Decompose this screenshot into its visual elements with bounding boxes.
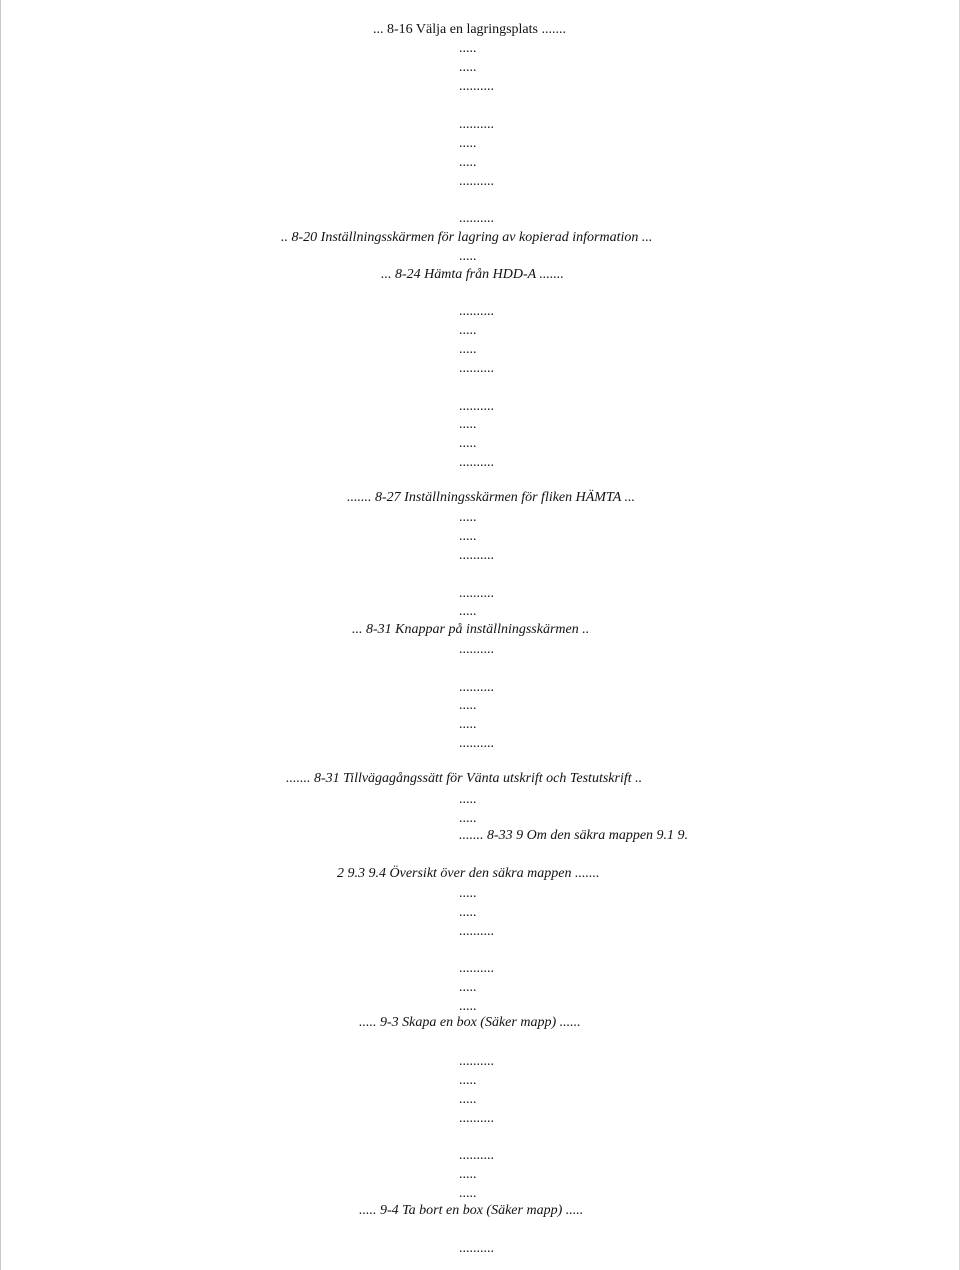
toc-entry-8-20: .. 8-20 Inställningsskärmen för lagring av kopierad information ... [281, 230, 653, 245]
page-left-border [0, 0, 1, 1270]
toc-leader-line: ..... [459, 980, 477, 995]
toc-entry-9-4-ta-bort: ..... 9-4 Ta bort en box (Säker mapp) ..... [359, 1203, 584, 1218]
toc-leader-line: .......... [459, 586, 494, 601]
toc-leader-line: ..... [459, 999, 477, 1014]
toc-leader-line: ..... [459, 1186, 477, 1201]
toc-leader-line: ..... [459, 436, 477, 451]
toc-leader-line: ..... [459, 417, 477, 432]
toc-leader-line: .......... [459, 211, 494, 226]
toc-leader-line: ..... [459, 698, 477, 713]
toc-leader-line: .......... [459, 1054, 494, 1069]
toc-leader-line: .......... [459, 399, 494, 414]
toc-leader-line: .......... [459, 304, 494, 319]
toc-leader-line: ..... [459, 792, 477, 807]
toc-entry-8-31-tillvagagangssatt: ....... 8-31 Tillvägagångssätt för Vänta utskrift och Testutskrift .. [286, 771, 643, 786]
toc-entry-8-27: ....... 8-27 Inställningsskärmen för fliken HÄMTA ... [347, 490, 636, 505]
toc-leader-line: .......... [459, 455, 494, 470]
toc-leader-line: ..... [459, 323, 477, 338]
toc-entry-9-4: 2 9.3 9.4 Översikt över den säkra mappen ....... [337, 866, 600, 881]
toc-leader-line: ..... [459, 811, 477, 826]
toc-leader-line: ..... [459, 529, 477, 544]
toc-leader-line: .......... [459, 117, 494, 132]
toc-entry-8-16: ... 8-16 Välja en lagringsplats ....... [373, 22, 566, 37]
toc-leader-line: .......... [459, 736, 494, 751]
toc-leader-line: .......... [459, 548, 494, 563]
toc-leader-line: .......... [459, 1111, 494, 1126]
toc-leader-line: .......... [459, 174, 494, 189]
toc-leader-line: ..... [459, 510, 477, 525]
toc-leader-line: .......... [459, 361, 494, 376]
toc-leader-line: ..... [459, 886, 477, 901]
toc-entry-8-24: ... 8-24 Hämta från HDD-A ....... [381, 267, 564, 282]
toc-leader-line: ..... [459, 41, 477, 56]
toc-leader-line: ..... [459, 155, 477, 170]
toc-leader-line: .......... [459, 79, 494, 94]
toc-leader-line: ..... [459, 1092, 477, 1107]
toc-leader-line: ..... [459, 1073, 477, 1088]
toc-leader-line: .......... [459, 1148, 494, 1163]
toc-leader-line: .......... [459, 642, 494, 657]
toc-leader-line: .......... [459, 1241, 494, 1256]
toc-leader-line: ..... [459, 136, 477, 151]
toc-entry-8-33: ....... 8-33 9 Om den säkra mappen 9.1 9. [459, 828, 689, 843]
toc-leader-line: .......... [459, 961, 494, 976]
toc-leader-line: ..... [459, 604, 477, 619]
toc-leader-line: ..... [459, 717, 477, 732]
toc-leader-line: ..... [459, 342, 477, 357]
toc-leader-line: ..... [459, 60, 477, 75]
toc-leader-line: ..... [459, 1167, 477, 1182]
toc-entry-8-31-knappar: ... 8-31 Knappar på inställningsskärmen .. [352, 622, 590, 637]
toc-leader-line: .......... [459, 924, 494, 939]
toc-entry-9-3: ..... 9-3 Skapa en box (Säker mapp) ...... [359, 1015, 581, 1030]
toc-leader-line: ..... [459, 249, 477, 264]
toc-leader-line: .......... [459, 680, 494, 695]
toc-leader-line: ..... [459, 905, 477, 920]
